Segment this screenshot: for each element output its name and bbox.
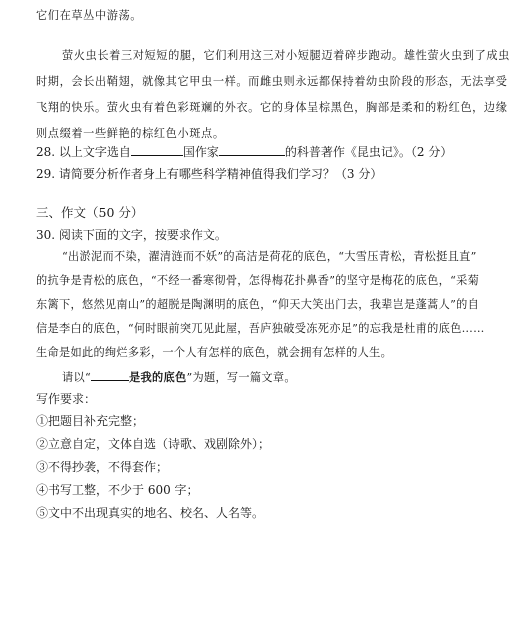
requirement-item: ④书写工整，不少于 600 字；: [36, 483, 199, 497]
passage-line: 则点缀着一些鲜艳的棕红色小斑点。: [36, 127, 225, 140]
answer-blank-country[interactable]: [131, 143, 183, 156]
essay-line: 信是李白的底色，“何时眼前突兀见此屋，吾庐独破受冻死亦足”的忘我是杜甫的底色……: [36, 322, 485, 335]
requirements-heading: 写作要求：: [36, 392, 97, 406]
essay-line: “出淤泥而不染，濯清涟而不妖”的高洁是荷花的底色，“大雪压青松，青松挺且直”: [62, 250, 477, 263]
prompt-text-c: ”为题，写一篇文章。: [186, 371, 296, 384]
q28-text-a: 28. 以上文字选自: [36, 145, 131, 159]
requirement-item: ②立意自定，文体自选（诗歌、戏剧除外）；: [36, 437, 271, 451]
essay-prompt: [62, 367, 296, 388]
prompt-text-a: 请以“: [62, 371, 91, 384]
question-28: [36, 142, 452, 162]
title-blank[interactable]: [91, 368, 129, 381]
requirement-item: ⑤文中不出现真实的地名、校名、人名等。: [36, 506, 265, 520]
answer-blank-author[interactable]: [219, 143, 285, 156]
requirement-item: ①把题目补充完整；: [36, 414, 145, 428]
q28-text-b: 国作家: [182, 145, 219, 159]
question-29: 29. 请简要分析作者身上有哪些科学精神值得我们学习？（3 分）: [36, 167, 383, 181]
q28-text-c: 的科普著作《昆虫记》。（2 分）: [284, 145, 453, 159]
passage-line: 飞翔的快乐。萤火虫有着色彩斑斓的外衣。它的身体呈棕黑色，胸部是柔和的粉红色，边缘: [36, 101, 508, 114]
passage-line: 萤火虫长着三对短短的腿，它们利用这三对小短腿迈着碎步跑动。雄性萤火虫到了成虫: [62, 49, 510, 62]
essay-line: 生命是如此的绚烂多彩，一个人有怎样的底色，就会拥有怎样的人生。: [36, 346, 393, 359]
essay-line: 的抗争是青松的底色，“不经一番寒彻骨，怎得梅花扑鼻香”的坚守是梅花的底色，“采菊: [36, 274, 480, 287]
requirement-item: ③不得抄袭，不得套作；: [36, 460, 169, 474]
essay-line: 东篱下，悠然见南山”的超脱是陶渊明的底色，“仰天大笑出门去，我辈岂是蓬蒿人”的自: [36, 298, 480, 311]
passage-line: 时期，会长出鞘翅，就像其它甲虫一样。而雌虫则永远都保持着幼虫阶段的形态，无法享受: [36, 75, 508, 88]
question-30: 30. 阅读下面的文字，按要求作文。: [36, 228, 227, 242]
section-heading: 三、作文（50 分）: [36, 205, 144, 220]
passage-line: 它们在草丛中游荡。: [36, 9, 143, 22]
prompt-title: 是我的底色: [129, 370, 187, 384]
